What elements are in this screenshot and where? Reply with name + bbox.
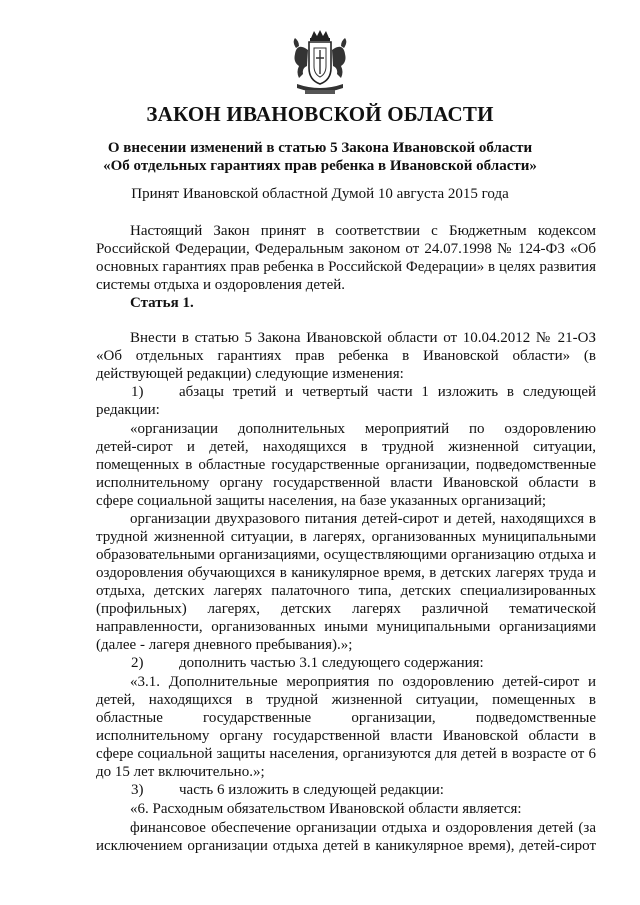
item-text: часть 6 изложить в следующей редакции: [179, 782, 444, 798]
paragraph-line: направленности, организованных иными муниципальными организациями [96, 619, 596, 635]
subtitle-line: О внесении изменений в статью 5 Закона Ивановской области [107, 140, 533, 156]
item-text: дополнить частью 3.1 следующего содержания: [179, 655, 484, 671]
paragraph-line: сфере социальной защиты населения, организуются для детей в возрасте от 6 [96, 746, 596, 762]
list-item-1 [96, 383, 596, 401]
paragraph-line: (профильных) лагерях, детских лагерях различной тематической [96, 601, 596, 617]
preamble-line: основных гарантиях прав ребенка в Российской Федерации» в целях развития [96, 259, 596, 275]
coat-of-arms-icon [287, 28, 353, 98]
article-heading: Статья 1. [130, 295, 194, 311]
paragraph-line: «организации дополнительных мероприятий по оздоровлению [130, 421, 596, 437]
preamble [96, 222, 596, 294]
paragraph-line: до 15 лет включительно.»; [96, 764, 265, 780]
adoption-statement: Принят Ивановской областной Думой 10 августа 2015 года [131, 186, 509, 202]
paragraph-line: «6. Расходным обязательством Ивановской области является: [130, 801, 522, 817]
paragraph-line: помещенных в областные государственные организации, подведомственные [96, 457, 596, 473]
paragraph-line: «3.1. Дополнительные мероприятия по оздоровлению детей-сирот и [130, 674, 596, 690]
item-1-continuation [96, 401, 596, 419]
intro-line: Внести в статью 5 Закона Ивановской области от 10.04.2012 № 21-ОЗ [130, 330, 596, 346]
item-3-paragraph-2 [96, 819, 596, 855]
preamble-line: Настоящий Закон принят в соответствии с Бюджетным кодексом [130, 223, 596, 239]
law-title: ЗАКОН ИВАНОВСКОЙ ОБЛАСТИ [146, 102, 494, 126]
paragraph-line: сфере социальной защиты населения, на базе указанных организаций; [96, 493, 547, 509]
list-item-2 [96, 654, 596, 672]
paragraph-line: организации двухразового питания детей-сирот и детей, находящихся в [130, 511, 596, 527]
paragraph-line: детей, находящихся в трудной жизненной ситуации, помещенных в [96, 692, 596, 708]
item-number: 3) [131, 782, 144, 798]
paragraph-line: исполнительному органу государственной власти Ивановской области в [96, 728, 596, 744]
paragraph-line: оздоровления обучающихся в каникулярное время, в детских лагерях труда и [96, 565, 596, 581]
paragraph-line: отдыха, детских лагерях палаточного типа, детских специализированных [96, 583, 596, 599]
paragraph-line: (далее - лагеря дневного пребывания).»; [96, 637, 353, 653]
item-continuation-line: редакции: [96, 402, 160, 418]
preamble-line: системы отдыха и оздоровления детей. [96, 277, 346, 293]
subtitle-line: «Об отдельных гарантиях прав ребенка в Ивановской области» [103, 158, 537, 174]
item-1-paragraph-2 [96, 510, 596, 654]
paragraph-line: образовательными организациями, осуществляющими организацию отдыха и [96, 547, 596, 563]
paragraph-line: исполнительному органу государственной власти Ивановской области в [96, 475, 596, 491]
paragraph-line: финансовое обеспечение организации отдыха и оздоровления детей (за [130, 820, 596, 836]
law-subtitle [60, 139, 580, 175]
intro-line: действующей редакции) следующие изменения: [96, 366, 404, 382]
paragraph-line: исключением организации отдыха детей в каникулярное время), детей-сирот [96, 838, 596, 854]
item-2-paragraph [96, 673, 596, 781]
paragraph-line: трудной жизненной ситуации, в лагерях, организованных муниципальными [96, 529, 596, 545]
item-number: 1) [131, 384, 144, 400]
article-intro [96, 329, 596, 383]
preamble-line: Российской Федерации, Федеральным законом от 24.07.1998 № 124-ФЗ «Об [96, 241, 596, 257]
item-3-paragraph-1 [96, 800, 596, 818]
paragraph-line: детей-сирот и детей, находящихся в трудной жизненной ситуации, [96, 439, 596, 455]
item-number: 2) [131, 655, 144, 671]
intro-line: «Об отдельных гарантиях прав ребенка в Ивановской области» (в [96, 348, 596, 364]
item-1-paragraph-1 [96, 420, 596, 510]
paragraph-line: областные государственные организации, подведомственные [96, 710, 596, 726]
list-item-3 [96, 781, 596, 799]
item-text: абзацы третий и четвертый части 1 изложить в следующей [179, 384, 596, 400]
